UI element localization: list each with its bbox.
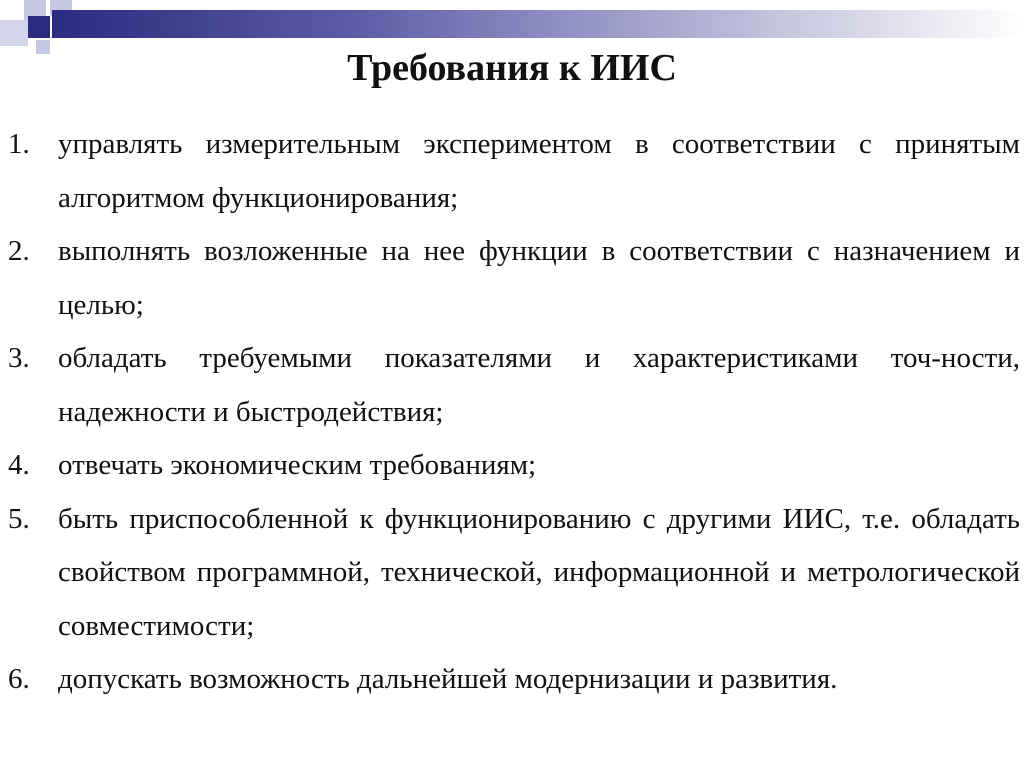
- list-item: [8, 225, 1020, 332]
- list-item: [8, 118, 1020, 225]
- list-item: [8, 439, 1020, 493]
- item-text: допускать возможность дальнейшей модернизации и развития.: [58, 663, 838, 695]
- item-text: обладать требуемыми показателями и характеристиками точ-ности, надежности и быстродействия;: [58, 342, 1020, 428]
- item-text: выполнять возложенные на нее функции в соответствии с назначением и целью;: [58, 235, 1020, 321]
- item-text: управлять измерительным экспериментом в соответствии с принятым алгоритмом функционирования;: [58, 128, 1020, 214]
- header-band: [52, 10, 1024, 38]
- page-title: Требования к ИИС: [347, 47, 677, 89]
- deco-square: [28, 16, 50, 38]
- item-number: 4.: [8, 449, 30, 481]
- item-text: быть приспособленной к функционированию с другими ИИС, т.е. обладать свойством программной, технической, информационной и метрологической совместимости;: [58, 502, 1020, 642]
- item-number: 1.: [8, 128, 30, 160]
- requirements-list: [8, 118, 1020, 707]
- list-item: [8, 332, 1020, 439]
- item-text: отвечать экономическим требованиям;: [58, 449, 537, 481]
- item-number: 5.: [8, 502, 30, 535]
- deco-square: [0, 20, 28, 46]
- list-item: [8, 653, 1020, 707]
- item-number: 6.: [8, 663, 30, 695]
- item-number: 2.: [8, 235, 30, 267]
- item-number: 3.: [8, 342, 30, 374]
- list-item: [8, 493, 1020, 654]
